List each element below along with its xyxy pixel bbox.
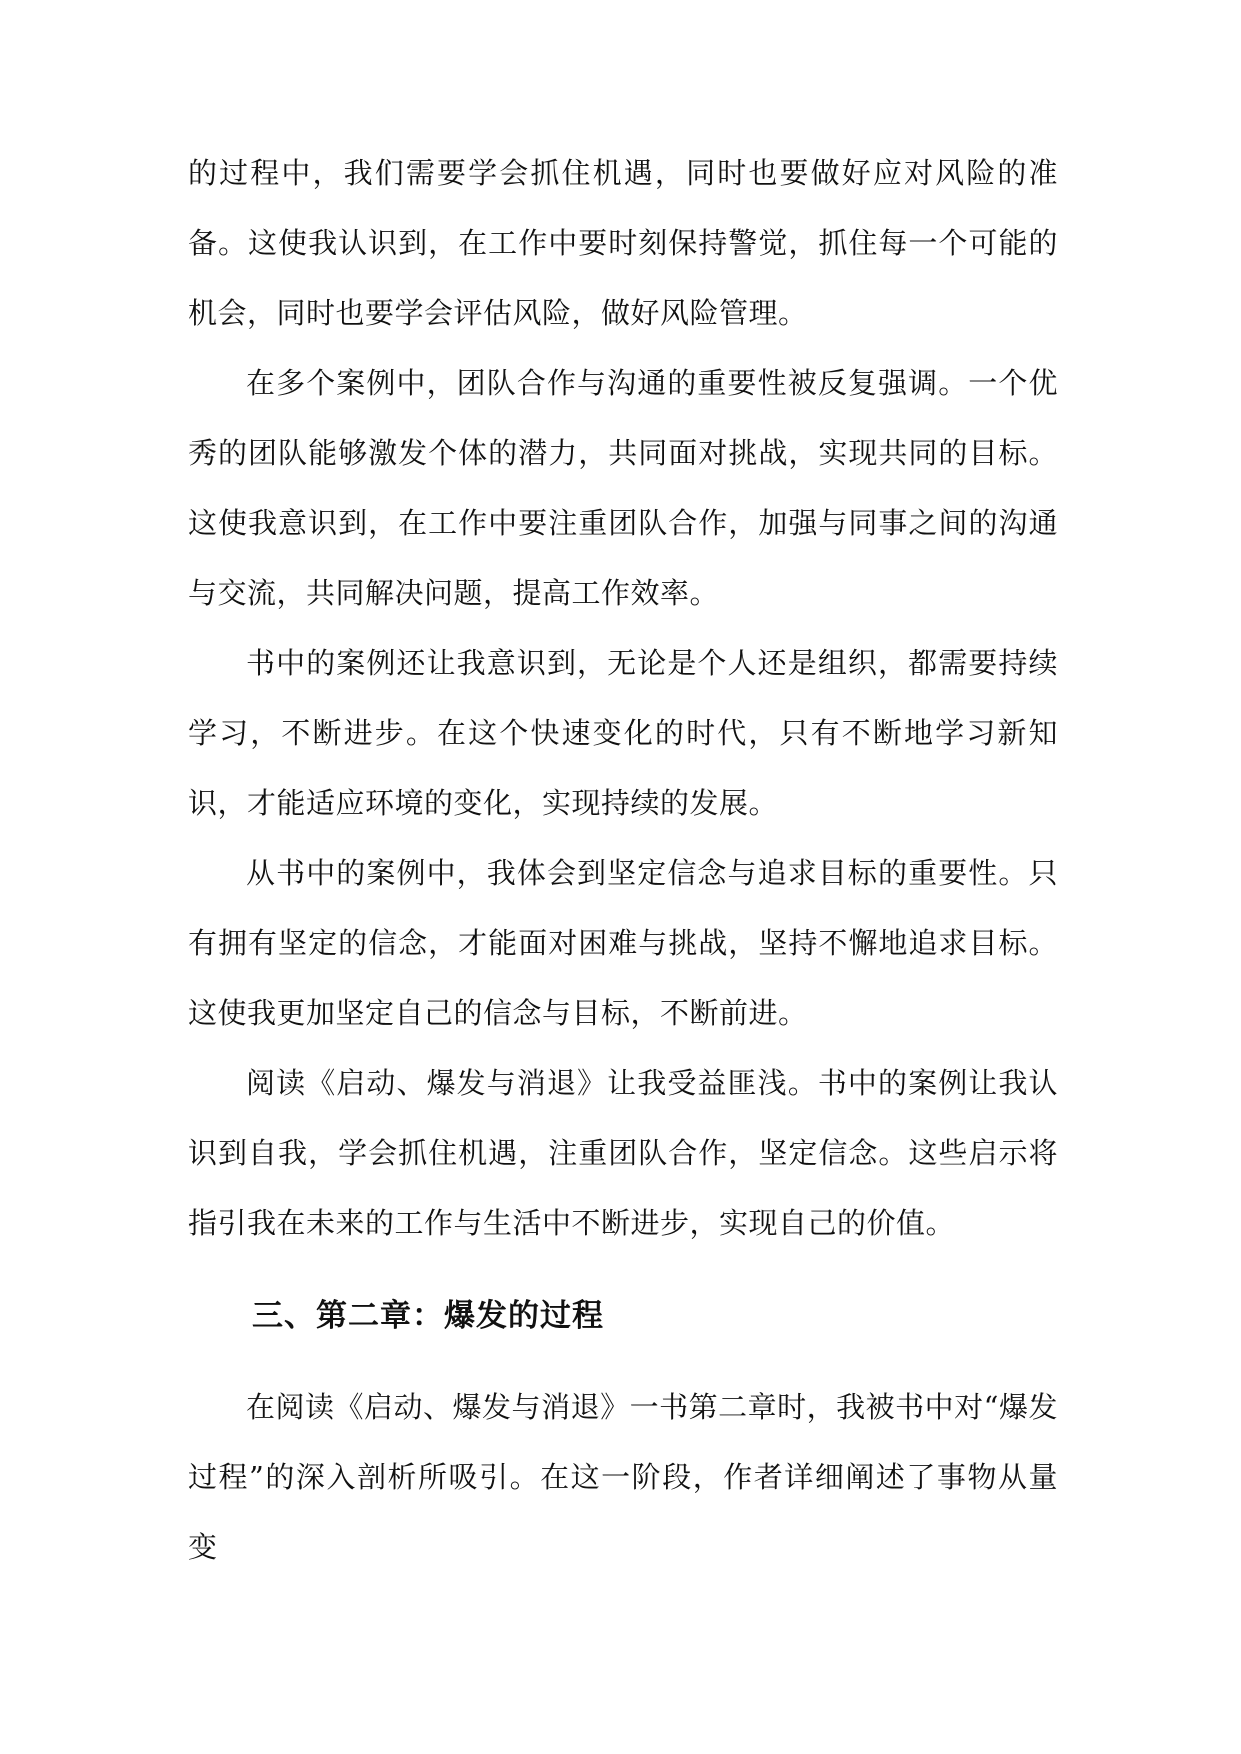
paragraph-continuous-learning: 书中的案例还让我意识到，无论是个人还是组织，都需要持续学习，不断进步。在这个快速变化的时代，只有不断地学习新知识，才能适应环境的变化，实现持续的发展。 <box>188 646 1058 820</box>
paragraph-chapter-two-intro: 在阅读《启动、爆发与消退》一书第二章时，我被书中对“爆发过程”的深入剖析所吸引。在这一阶段，作者详细阐述了事物从量变 <box>188 1390 1058 1564</box>
document-body <box>188 138 1058 1582</box>
paragraph-summary: 阅读《启动、爆发与消退》让我受益匪浅。书中的案例让我认识到自我，学会抓住机遇，注重团队合作，坚定信念。这些启示将指引我在未来的工作与生活中不断进步，实现自己的价值。 <box>188 1066 1058 1240</box>
paragraph-firm-belief: 从书中的案例中，我体会到坚定信念与追求目标的重要性。只有拥有坚定的信念，才能面对困难与挑战，坚持不懈地追求目标。这使我更加坚定自己的信念与目标，不断前进。 <box>188 856 1058 1030</box>
paragraph-teamwork: 在多个案例中，团队合作与沟通的重要性被反复强调。一个优秀的团队能够激发个体的潜力，共同面对挑战，实现共同的目标。这使我意识到，在工作中要注重团队合作，加强与同事之间的沟通与交流，共同解决问题，提高工作效率。 <box>188 366 1058 610</box>
paragraph-continuation: 的过程中，我们需要学会抓住机遇，同时也要做好应对风险的准备。这使我认识到，在工作中要时刻保持警觉，抓住每一个可能的机会，同时也要学会评估风险，做好风险管理。 <box>188 156 1058 330</box>
section-heading: 三、第二章：爆发的过程 <box>252 1298 604 1334</box>
